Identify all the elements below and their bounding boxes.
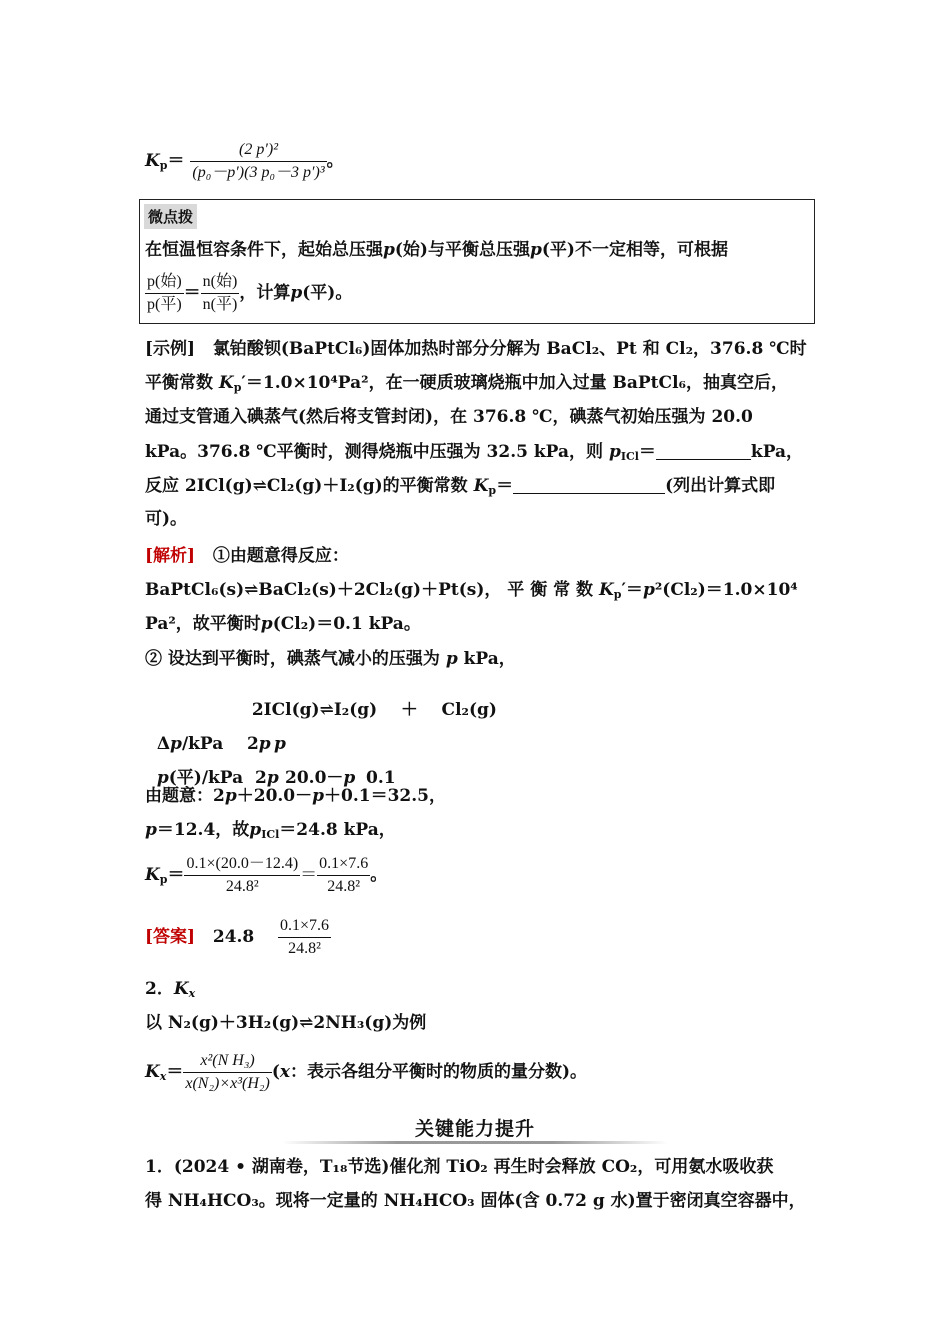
kx-heading: 2．$K_x$	[145, 979, 196, 1000]
analysis-line-1: [解析] ①由题意得反应：	[145, 546, 349, 566]
tip-line-2: $\frac{\text{p(始)}}{\text{p(平)}}$ ＝ $\frac{\text{n(始)}}{\text{n(平)}}$ ，计算p(平)。	[147, 273, 353, 313]
kx-example: 以 N₂(g)＋3H₂(g)⇌2NH₃(g)为例	[145, 1013, 427, 1033]
example-line-5: 反应 2ICl(g)⇌Cl₂(g)＋I₂(g)的平衡常数 $K_p=$ (列出计算式即	[145, 476, 776, 497]
analysis-line-9: p＝12.4，故$p_{ICl}=24.8$ kPa，	[145, 820, 396, 841]
analysis-line-3: Pa²，故平衡时p(Cl₂)＝0.1 kPa。	[145, 614, 421, 634]
question-1-line-1: 1．(2024 • 湖南卷，T₁₈节选)催化剂 TiO₂ 再生时会释放 CO₂，可用氨水吸收获	[145, 1157, 774, 1177]
section-header	[282, 1112, 668, 1146]
analysis-line-5: 2ICl(g)⇌I₂(g) ＋ Cl₂(g)	[251, 700, 497, 720]
answer-tag: [答案]	[145, 927, 196, 947]
tip-fraction-n: $\frac{\text{n(始)}}{\text{n(平)}}$	[202, 273, 238, 313]
analysis-line-10: $K_p=$ $\frac{0.1\times(20.0-12.4)}{\text{24.8²}}$ ＝ $\frac{0.1\times 7.6}{\text{24.8²}}$ 。	[145, 855, 388, 895]
tip-line-1: 在恒温恒容条件下，起始总压强p(始)与平衡总压强p(平)不一定相等，可根据	[145, 240, 728, 260]
section-title: 关键能力提升	[414, 1118, 535, 1140]
analysis-tag: [解析]	[145, 546, 196, 566]
example-line-1: [示例] 氯铂酸钡(BaPtCl₆)固体加热时部分分解为 BaCl₂、Pt 和 Cl₂，376.8 ℃时	[145, 339, 807, 359]
answer-blank-1	[656, 443, 751, 460]
tip-fraction-p: $\frac{\text{p(始)}}{\text{p(平)}}$	[147, 273, 182, 313]
analysis-line-8: 由题意：2p＋20.0－p＋0.1＝32.5，	[145, 786, 447, 806]
kp-fraction: $\frac{\text{(2 p′)²}}{\text{(p₀－p′)(3 p₀－3 p′)³}}$	[192, 141, 325, 181]
analysis-line-2: BaPtCl₆(s)⇌BaCl₂(s)＋2Cl₂(g)＋Pt(s)， 平 衡 常 数 $K_p'=p^2(Cl_2)=1.0\times 10^4$	[145, 580, 798, 601]
analysis-line-6: Δp/kPa 2p p	[156, 734, 286, 754]
example-line-4: kPa。376.8 ℃平衡时，测得烧瓶中压强为 32.5 kPa，则 $p_{ICl}=$ kPa，	[145, 442, 804, 463]
analysis-line-7: p(平)/kPa 2p 20.0－p 0.1	[156, 768, 396, 788]
kx-fraction: $\frac{\text{x²(N H₃)}}{\text{x(N₂)×x³(H₂)}}$	[185, 1052, 270, 1092]
example-tag: [示例]	[145, 339, 196, 359]
kp-formula: $K_p=$ $\frac{\text{(2 p′)²}}{\text{(p₀－p′)(3 p₀－3 p′)³}}$ 。	[145, 141, 344, 181]
example-line-2: 平衡常数 $K_p'=1.0\times 10^4Pa^2$，在一硬质玻璃烧瓶中加入过量 BaPtCl₆，抽真空后，	[145, 373, 788, 394]
example-line-3: 通过支管通入碘蒸气(然后将支管封闭)，在 376.8 ℃，碘蒸气初始压强为 20.0	[145, 407, 753, 427]
kx-formula: $K_x=$ $\frac{\text{x²(N H₃)}}{\text{x(N₂)×x³(H₂)}}$ (x：表示各组分平衡时的物质的量分数)。	[145, 1052, 588, 1092]
question-1-line-2: 得 NH₄HCO₃。现将一定量的 NH₄HCO₃ 固体(含 0.72 g 水)置于密闭真空容器中，	[145, 1191, 806, 1211]
analysis-line-4: ② 设达到平衡时，碘蒸气减小的压强为 p kPa，	[145, 649, 516, 669]
answer-blank-2	[513, 477, 665, 494]
kp-calc-fraction-1: $\frac{0.1\times(20.0-12.4)}{\text{24.8²}}$	[186, 855, 299, 895]
answer-fraction: $\frac{0.1\times 7.6}{\text{24.8²}}$	[279, 917, 329, 957]
answer-line: [答案] 24.8 $\frac{0.1\times 7.6}{\text{24.8²}}$	[145, 917, 329, 957]
tip-heading: 微点拨	[144, 204, 197, 229]
example-line-6: 可)。	[145, 509, 188, 529]
kp-calc-fraction-2: $\frac{0.1\times 7.6}{\text{24.8²}}$	[319, 855, 369, 895]
section-underline	[282, 1141, 668, 1144]
